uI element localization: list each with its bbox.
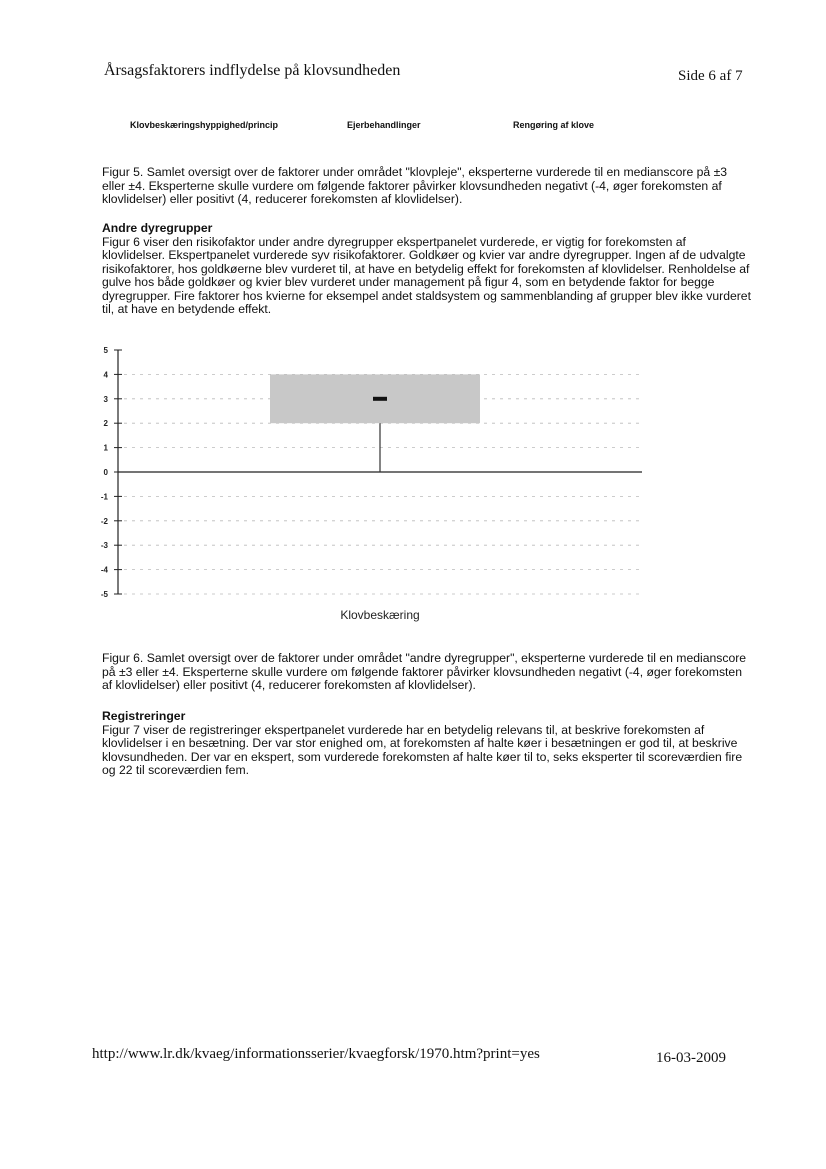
y-tick-label: 1 (103, 443, 108, 453)
figure5-label-3: Rengøring af klove (513, 120, 595, 130)
figure6-caption: Figur 6. Samlet oversigt over de faktorer under området "andre dyregrupper", eksperterne vurderede til en medianscore på ±3 eller ±4. Eksperterne skulle vurdere om følgende faktorer påvirker klovsundheden negativt (-4, øger forekomsten af klovlidelser) eller positivt (4, reducerer forekomsten af klovlidelser). (102, 651, 747, 692)
section-registrations (102, 710, 752, 778)
y-tick-label: 4 (103, 370, 108, 380)
figure5-label-2: Ejerbehandlinger (347, 120, 421, 130)
document-title: Årsagsfaktorers indflydelse på klovsundheden (104, 62, 401, 79)
section-heading-registrations: Registreringer (102, 709, 186, 723)
footer-date: 16-03-2009 (656, 1050, 726, 1066)
section-heading-other-groups: Andre dyregrupper (102, 221, 213, 235)
chart-x-label: Klovbeskæring (340, 608, 420, 622)
footer-url: http://www.lr.dk/kvaeg/informationsserier/kvaegforsk/1970.htm?print=yes (92, 1046, 540, 1062)
y-tick-label: -4 (100, 565, 108, 575)
y-tick-label: -1 (100, 492, 108, 502)
y-tick-label: -2 (100, 516, 108, 526)
section-other-groups (102, 222, 752, 317)
figure6-chart (80, 340, 660, 630)
chart-axis (101, 346, 122, 599)
y-tick-label: -3 (100, 541, 108, 551)
section-body-registrations: Figur 7 viser de registreringer ekspertpanelet vurderede har en betydelig relevans til, at beskrive forekomsten af klovlidelser i en besætning. Der var stor enighed om, at forekomsten af halte køer i besætningen er god til, at beskrive klovsundheden. Der var en ekspert, som vurderede forekomsten af halte køer til to, seks eksperter til scoreværdien fire og 22 til scoreværdien fem. (102, 722, 743, 777)
y-tick-label: 2 (103, 419, 108, 429)
y-tick-label: 3 (103, 394, 108, 404)
y-tick-label: 0 (103, 468, 108, 477)
figure5-caption: Figur 5. Samlet oversigt over de faktorer under området "klovpleje", eksperterne vurderede til en medianscore på ±3 eller ±4. Eksperterne skulle vurdere om følgende faktorer påvirker klovsundheden negativt (-4, øger forekomsten af klovlidelser) eller positivt (4, reducerer forekomsten af klovlidelser). (102, 165, 728, 206)
section-body-other-groups: Figur 6 viser den risikofaktor under andre dyregrupper ekspertpanelet vurderede, er vigtig for forekomsten af klovlidelser. Ekspertpanelet vurderede syv risikofaktorer. Goldkøer og kvier var andre dyregrupper. Ingen af de udvalgte risikofaktorer, hos goldkøerne blev vurderet til, at have en betydelig effekt for forekomsten af klovlidelser. Renholdelse af gulve hos både goldkøer og kvier blev vurderet under management på figur 4, som en betydende faktor for begge dyregrupper. Fire faktorer hos kvierne for eksempel andet staldsystem og sammenblanding af grupper blev ikke vurderet til, at have en betydende effekt. (102, 234, 751, 316)
box-median (373, 397, 387, 401)
page-number: Side 6 af 7 (678, 68, 743, 84)
figure5-label-1: Klovbeskæringshyppighed/princip (130, 120, 279, 130)
y-tick-label: -5 (100, 590, 108, 599)
y-tick-label: 5 (103, 346, 108, 355)
